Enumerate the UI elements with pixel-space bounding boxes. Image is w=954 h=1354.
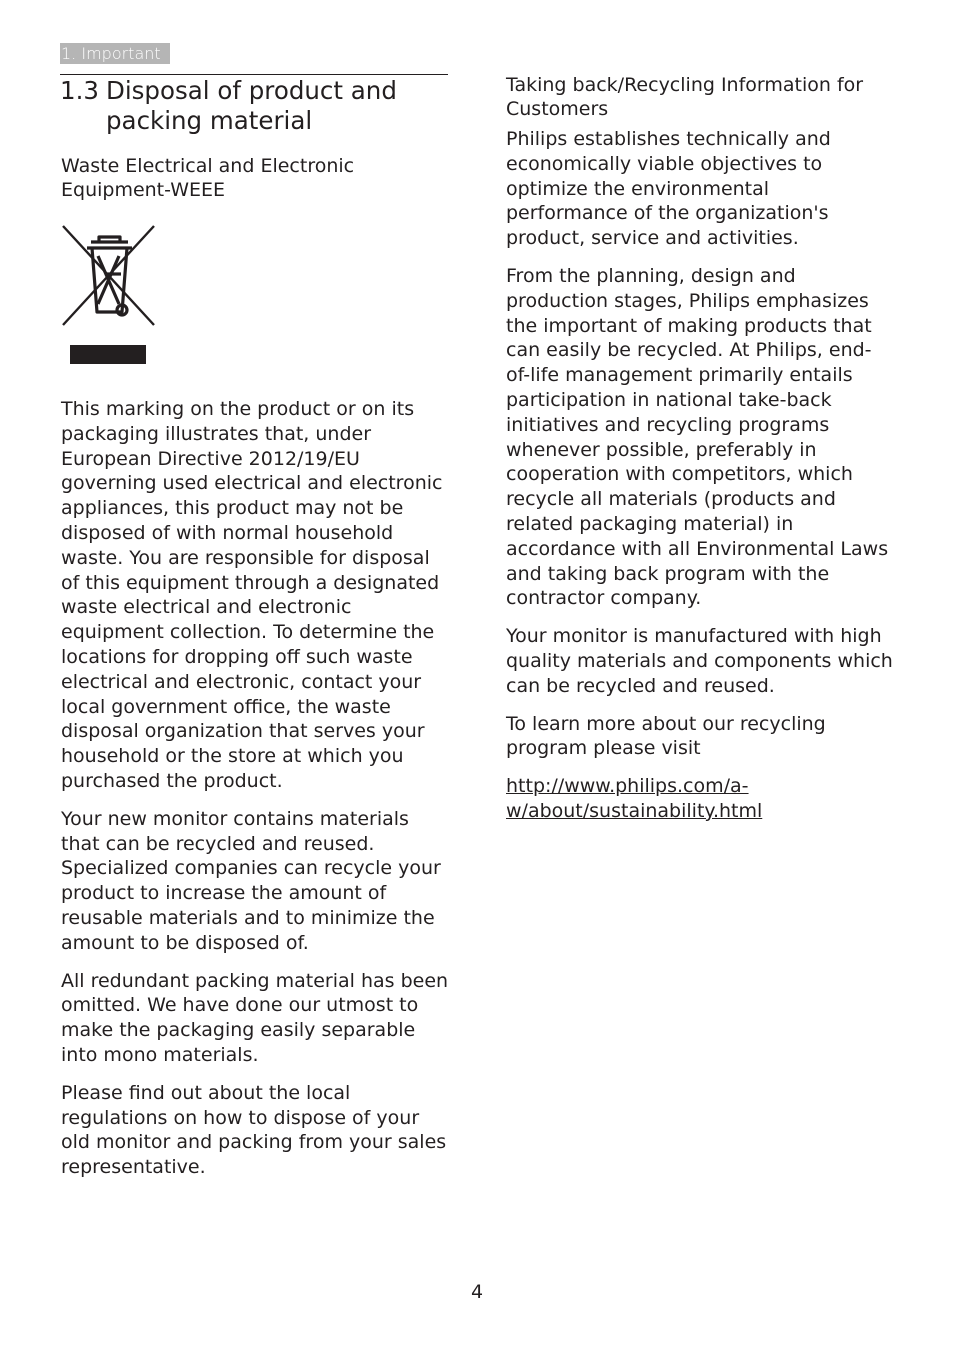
page-number: 4 (470, 1281, 484, 1303)
sustainability-link[interactable]: http://www.philips.com/a-w/about/sustainability.html (506, 775, 763, 822)
section-rule (60, 74, 448, 75)
crossed-out-wheelie-bin-icon (61, 224, 157, 366)
left-paragraph: Please find out about the local regulations on how to dispose of your old monitor and packing from your sales representative. (61, 1081, 447, 1179)
right-column (506, 73, 896, 837)
section-number: 1.3 (60, 76, 99, 105)
left-paragraph: This marking on the product or on its packaging illustrates that, under European Directive 2012/19/EU governing used electrical and electronic appliances, this product may not be disposed of with normal household waste. You are responsible for disposal of this equipment through a designated waste electrical and electronic equipment collection. To determine the locations for dropping off such waste electrical and electronic, contact your local government office, the waste disposal organization that serves your household or the store at which you purchased the product. (61, 398, 443, 792)
weee-subheading: Waste Electrical and Electronic Equipment-WEEE (61, 155, 355, 201)
right-paragraph: Your monitor is manufactured with high quality materials and components which can be recycled and reused. (506, 625, 893, 697)
recycling-subheading: Taking back/Recycling Information for Customers (506, 74, 864, 120)
left-paragraph: All redundant packing material has been omitted. We have done our utmost to make the packaging easily separable into mono materials. (61, 969, 449, 1066)
left-paragraph: Your new monitor contains materials that can be recycled and reused. Specialized companies can recycle your product to increase the amount of reusable materials and to minimize the amount to be disposed of. (61, 807, 441, 954)
right-paragraph: To learn more about our recycling program please visit (506, 712, 826, 760)
section-title: Disposal of product and packing material (106, 76, 397, 135)
right-paragraph: From the planning, design and production stages, Philips emphasizes the important of making products that can easily be recycled. At Philips, end-of-life management primarily entails participation in national take-back initiatives and recycling programs whenever possible, preferably in cooperation with competitors, which recycle all materials (products and related packaging material) in accordance with all Environmental Laws and taking back program with the contractor company. (506, 264, 889, 610)
chapter-tab: 1. Important (60, 43, 170, 64)
left-column (61, 154, 451, 1193)
sustainability-link-paragraph (506, 774, 896, 824)
section-heading (60, 76, 450, 136)
right-paragraph: Philips establishes technically and economically viable objectives to optimize the environmental performance of the organization's product, service and activities. (506, 128, 831, 250)
